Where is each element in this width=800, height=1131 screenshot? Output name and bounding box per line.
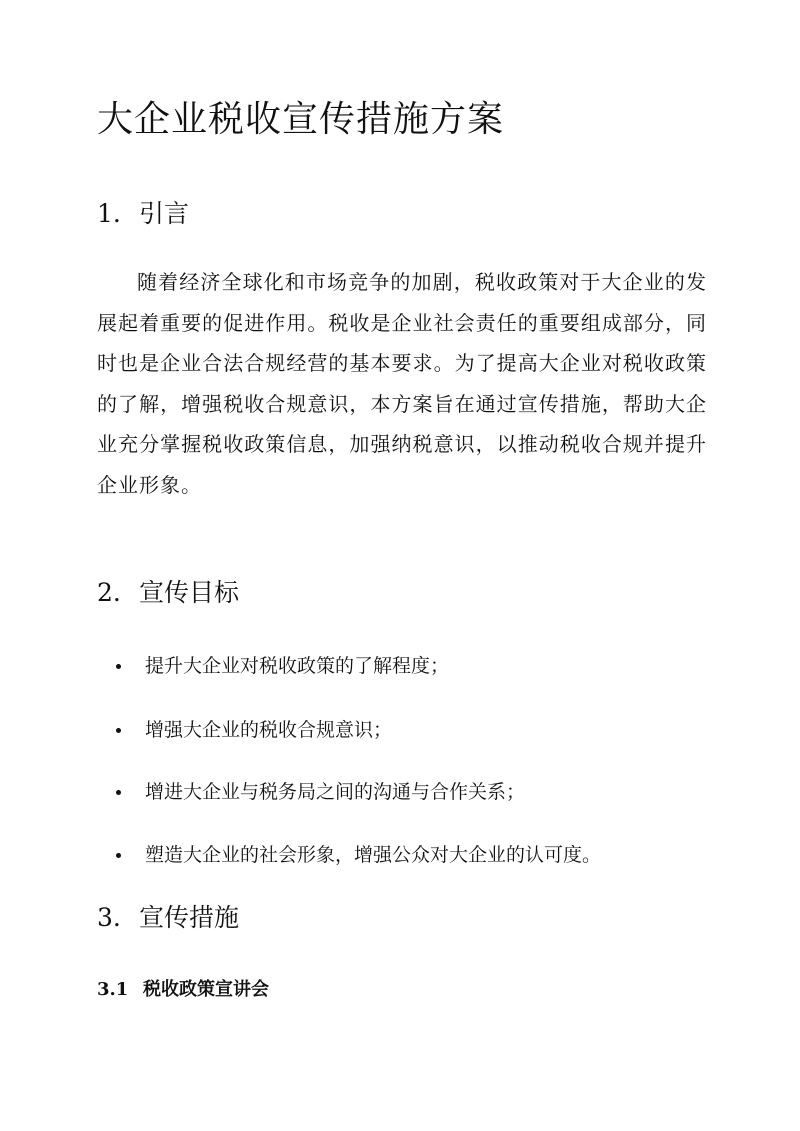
list-item-text: 增强大企业的税收合规意识； <box>145 719 393 741</box>
subsection-heading-policy-briefing <box>97 977 269 1003</box>
section-heading-goals <box>97 576 239 610</box>
list-item-text: 塑造大企业的社会形象，增强公众对大企业的认可度。 <box>145 844 602 866</box>
section-title: 引言 <box>139 199 190 228</box>
section-title: 宣传目标 <box>139 578 240 607</box>
bullet-icon <box>116 664 121 669</box>
section-number: 3. <box>97 903 121 932</box>
section-number: 2. <box>97 578 121 607</box>
bullet-icon <box>116 728 121 733</box>
section-heading-introduction <box>97 197 189 231</box>
list-item-text: 提升大企业对税收政策的了解程度； <box>145 655 450 677</box>
subsection-number: 3.1 <box>97 979 129 1000</box>
list-item-text: 增进大企业与税务局之间的沟通与合作关系； <box>145 781 526 803</box>
bullet-icon <box>116 790 121 795</box>
section-title: 宣传措施 <box>139 903 240 932</box>
introduction-paragraph: 随着经济全球化和市场竞争的加剧，税收政策对于大企业的发展起着重要的促进作用。税收是企业社会责任的重要组成部分，同时也是企业合法合规经营的基本要求。为了提高大企业对税收政策的了解，增强税收合规意识，本方案旨在通过宣传措施，帮助大企业充分掌握税收政策信息，加强纳税意识，以推动税收合规并提升企业形象。 <box>97 270 707 497</box>
section-heading-measures <box>97 901 239 935</box>
bullet-icon <box>116 853 121 858</box>
document-title: 大企业税收宣传措施方案 <box>97 99 505 140</box>
section-number: 1. <box>97 199 121 228</box>
subsection-title: 税收政策宣讲会 <box>143 979 269 1000</box>
